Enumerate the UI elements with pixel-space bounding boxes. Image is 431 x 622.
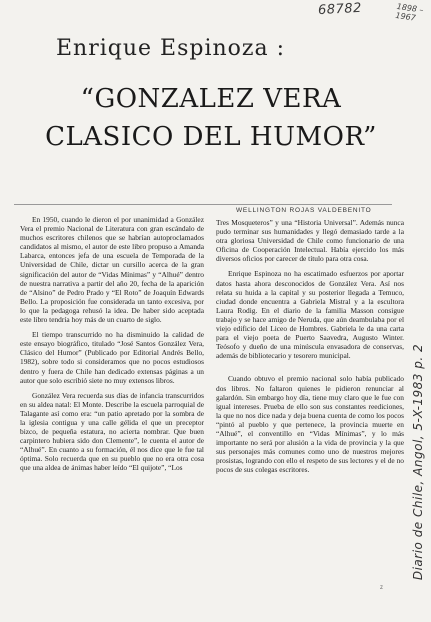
page-mark: z (380, 585, 383, 591)
handwritten-source-note: Diario de Chile, Angol, 5-X-1983 p. 2 (411, 343, 425, 581)
paragraph: En 1950, cuando le dieron el por unanimidad a González Vera el premio Nacional de Literatura con gran escándalo de muchos escritores chilenos que se habrían autoproclamados candidatos al mismo, el autor de este libro propuso a Amanda Labarca, entonces jefa de una escuela de Temporada de la Universidad de Chile, dictar un cursillo acerca de la gran significación del autor de “Vidas Mínimas” y “Alhué” dentro de nuestra narrativa a partir del año 20, fecha de la aparición de “Alsino” de Pedro Prado y “El Roto” de Joaquín Edwards Bello. La proposición fue considerada un tanto excesiva, por lo que la pedagoga rehusó la idea. De haber sido aceptada este libro tendría hoy más de un cuarto de siglo. (20, 215, 204, 325)
paragraph: González Vera recuerda sus días de infancia transcurridos en su aldea natal: El Monte. Describe la escuela parroquial de Talagante así como era: “un patio apretado por la sombra de la iglesia contigua y una calle gélida el que un preceptor bizco, de pequeña estatura, no acierta nombrar. Que buen carpintero hubiera sido don Clemente”, le cuenta el autor de “Alhué”. En cuanto a su formación, él nos dice que le fue tal óptima. Solo recuerda que en su pueblo que no era otra cosa que una aldea de ánimas haber leído “El quijote”, “Los (20, 390, 204, 473)
article-column-right (216, 218, 404, 480)
paragraph: Tres Mosqueteros” y una “Historia Universal”. Además nunca pudo terminar sus humanidades y llegó demasiado tarde a la otra gloriosa Universidad de Chile como funcionario de una Oficina de Cooperación Intelectual. Había ejercido los más diversos oficios por carecer de título para otra cosa. (216, 218, 404, 264)
paragraph: Enrique Espinoza no ha escatimado esfuerzos por aportar datos hasta ahora desconocidos de González Vera. Así nos relata su huida a la capital y su posterior llegada a Temuco, ciudad donde encuentra a Gabriela Mistral y a la escultora Laura Rodig. En el diario de la familia Masson consigue trabajo y se hace amigo de Neruda, que aún deambulaba por el viejo edificio del Liceo de Hombres. Gabriela le da una carta para el viejo poeta de Puerto Saavedra, Augusto Winter. Teósofo y dueño de una minúscula envasadora de conservas, además de bibliotecario y tesorero municipal. (216, 269, 404, 361)
paragraph: El tiempo transcurrido no ha disminuido la calidad de este ensayo biográfico, titulado “José Santos González Vera, Clásico del Humor” (Publicado por Editorial Andrés Bello, 1982), sobre todo si consideramos que no pocos estudiosos dentro y fuera de Chile han dedicado extensas páginas a un autor que solo escribió siete no muy extensos libros. (20, 330, 204, 385)
article-column-left (20, 215, 204, 479)
paragraph: Cuando obtuvo el premio nacional solo había publicado dos libros. No faltaron quienes le pidieron renunciar al galardón. Sin embargo hoy día, tiene muy claro que le fue con igual intereses. Prueba de ello son sus constantes reediciones, la que no nos dice nada y deja buena cuenta de como los pocos “pintó al pueblo y que pertenece, la provincia muerte en “Alhué”, el conventillo en “Vidas Mínimas”, y lo más importante no será por alusión a la vida de provincia y la que sus personajes más comunes como uno de nuestros mejores prosistas, logrando con ello el respeto de sus lectores y el de no pocos de sus colegas escritores. (216, 374, 404, 475)
handwritten-catalog-number: 68782 (317, 0, 363, 19)
headline-title: “GONZALEZ VERA CLASICO DEL HUMOR” (45, 84, 377, 152)
headline-author: Enrique Espinoza : (56, 36, 286, 61)
byline: WELLINGTON ROJAS VALDEBENITO (236, 207, 372, 214)
byline-rule (14, 204, 392, 205)
handwritten-years: 1898 – 1967 (394, 1, 425, 23)
